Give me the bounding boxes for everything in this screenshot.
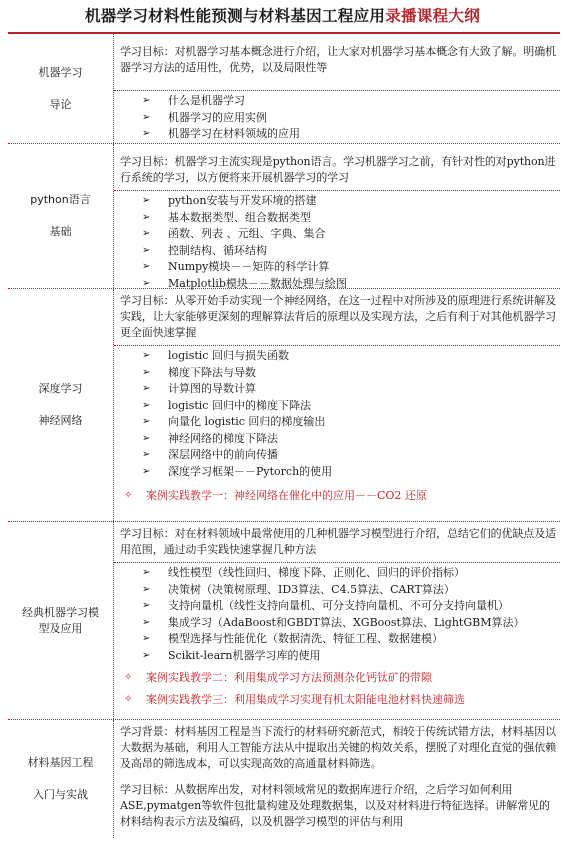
- topic-item: ➢ 线性模型（线性回归、梯度下降、正则化、回归的评价指标）: [142, 565, 556, 582]
- topic-item: ➢ 基本数据类型、组合数据类型: [142, 210, 556, 227]
- section-title-line: 经典机器学习模: [22, 605, 99, 619]
- topic-item: ➢ python安装与开发环境的搭建: [142, 193, 556, 210]
- section-title-line: 深度学习: [38, 382, 83, 395]
- case-study: [120, 692, 556, 708]
- topic-item: ➢ 支持向量机（线性支持向量机、可分支持向量机、不可分支持向量机）: [142, 598, 556, 615]
- section-deep-learning: [8, 289, 560, 522]
- section-title-line: 神经网络: [38, 414, 83, 427]
- topic-item: ➢ 梯度下降法与导数: [142, 365, 556, 382]
- topic-item: ➢ 深层网络中的前向传播: [142, 447, 556, 464]
- title-suffix: 录播课程大纲: [385, 7, 480, 25]
- topic-item: ➢ Numpy模块－－矩阵的科学计算: [142, 259, 556, 276]
- diamond-icon: ✧: [124, 694, 133, 705]
- case-study: [120, 488, 556, 504]
- topic-list: [120, 91, 556, 145]
- syllabus-table: [8, 32, 560, 838]
- topic-list: [120, 346, 556, 482]
- learning-goal: 学习目标：从零开始手动实现一个神经网络，在这一过程中对所涉及的原理进行系统讲解及实践，让大家能够更深刻的理解算法背后的原理以及实现方法，之后有利于对其他机器学习更全面快速掌握: [120, 294, 556, 339]
- section-title-line: 基础: [49, 225, 72, 238]
- learning-goal: 学习目标：对在材料领域中最常使用的几种机器学习模型进行介绍，总结它们的优缺点及适用范围，通过动手实践快速掌握几种方法: [120, 527, 556, 556]
- section-title-line: 机器学习: [38, 65, 83, 79]
- topic-item: ➢ 模型选择与性能优化（数据清洗、特征工程、数据建模）: [142, 631, 556, 648]
- topic-list: [120, 191, 556, 294]
- section-title: [8, 720, 114, 838]
- case-study-text: 案例实践教学三：利用集成学习实现有机太阳能电池材料快速筛选: [146, 693, 465, 706]
- section-title-line: 入门与实战: [33, 788, 88, 801]
- section-title-line: 型及应用: [38, 621, 83, 635]
- topic-item: ➢ 向量化 logistic 回归的梯度输出: [142, 414, 556, 431]
- learning-background: 学习背景：材料基因工程是当下流行的材料研究新范式，相较于传统试错方法，材料基因以大数据为基础，利用人工智能方法从中提取出关键的构效关系，摆脱了对理化直觉的强依赖及高昂的筛选成本，可以实现高效的高通量材料筛选。: [120, 725, 556, 770]
- section-content: [114, 522, 560, 719]
- section-title: [8, 522, 114, 719]
- case-study-text: 案例实践教学二：利用集成学习方法预测杂化钙钛矿的带隙: [146, 671, 432, 684]
- topic-item: ➢ 神经网络的梯度下降法: [142, 431, 556, 448]
- topic-item: ➢ 函数、列表 、元组、字典、集合: [142, 226, 556, 243]
- topic-item: ➢ 计算图的导数计算: [142, 381, 556, 398]
- section-title-line: python语言: [30, 193, 91, 206]
- section-title-line: 材料基因工程: [27, 756, 94, 769]
- section-ml-intro: [8, 34, 560, 144]
- learning-goal: 学习目标：从数据库出发，对材料领域常见的数据库进行介绍，之后学习如何利用ASE,pymatgen等软件包批量构建及处理数据集，以及对材料进行特征选择。讲解常见的材料结构表示方法及编码，以及机器学习模型的评估与利用: [120, 783, 550, 828]
- topic-item: ➢ 深度学习框架－－Pytorch的使用: [142, 464, 556, 481]
- diamond-icon: ✧: [124, 672, 133, 683]
- topic-list: [120, 563, 556, 666]
- section-title: [8, 289, 114, 521]
- section-content: [114, 720, 560, 838]
- topic-item: ➢ 机器学习的应用实例: [142, 110, 556, 127]
- topic-item: ➢ 决策树（决策树原理、ID3算法、C4.5算法、CART算法）: [142, 582, 556, 599]
- topic-item: ➢ logistic 回归中的梯度下降法: [142, 398, 556, 415]
- section-title: [8, 34, 114, 143]
- section-title-line: 导论: [49, 97, 72, 111]
- section-materials-genome: [8, 720, 560, 838]
- topic-item: ➢ 机器学习在材料领域的应用: [142, 126, 556, 143]
- section-classic-ml: [8, 522, 560, 720]
- diamond-icon: ✧: [124, 490, 133, 501]
- topic-item: ➢ 什么是机器学习: [142, 93, 556, 110]
- topic-item: ➢ 集成学习（AdaBoost和GBDT算法、XGBoost算法、LightGBM算法）: [142, 615, 556, 632]
- page-title: [0, 0, 565, 32]
- section-content: [114, 144, 560, 288]
- topic-item: ➢ Matplotlib模块－－数据处理与绘图: [142, 276, 556, 293]
- case-study: [120, 670, 556, 686]
- case-study-text: 案例实践教学一：神经网络在催化中的应用－－CO2 还原: [146, 489, 427, 502]
- learning-goal: 学习目标：机器学习主流实现是python语言。学习机器学习之前，有针对性的对python进行系统的学习，以方便将来开展机器学习的学习: [120, 155, 556, 184]
- title-main: 机器学习材料性能预测与材料基因工程应用: [84, 7, 386, 25]
- topic-item: ➢ 控制结构、循环结构: [142, 243, 556, 260]
- learning-goal: 学习目标：对机器学习基本概念进行介绍，让大家对机器学习基本概念有大致了解。明确机器学习方法的适用性，优势，以及局限性等: [120, 45, 556, 74]
- section-python-basics: [8, 144, 560, 289]
- topic-item: ➢ Scikit-learn机器学习库的使用: [142, 648, 556, 665]
- section-content: [114, 34, 560, 143]
- topic-item: ➢ logistic 回归与损失函数: [142, 348, 556, 365]
- section-content: [114, 289, 560, 521]
- section-title: [8, 144, 114, 288]
